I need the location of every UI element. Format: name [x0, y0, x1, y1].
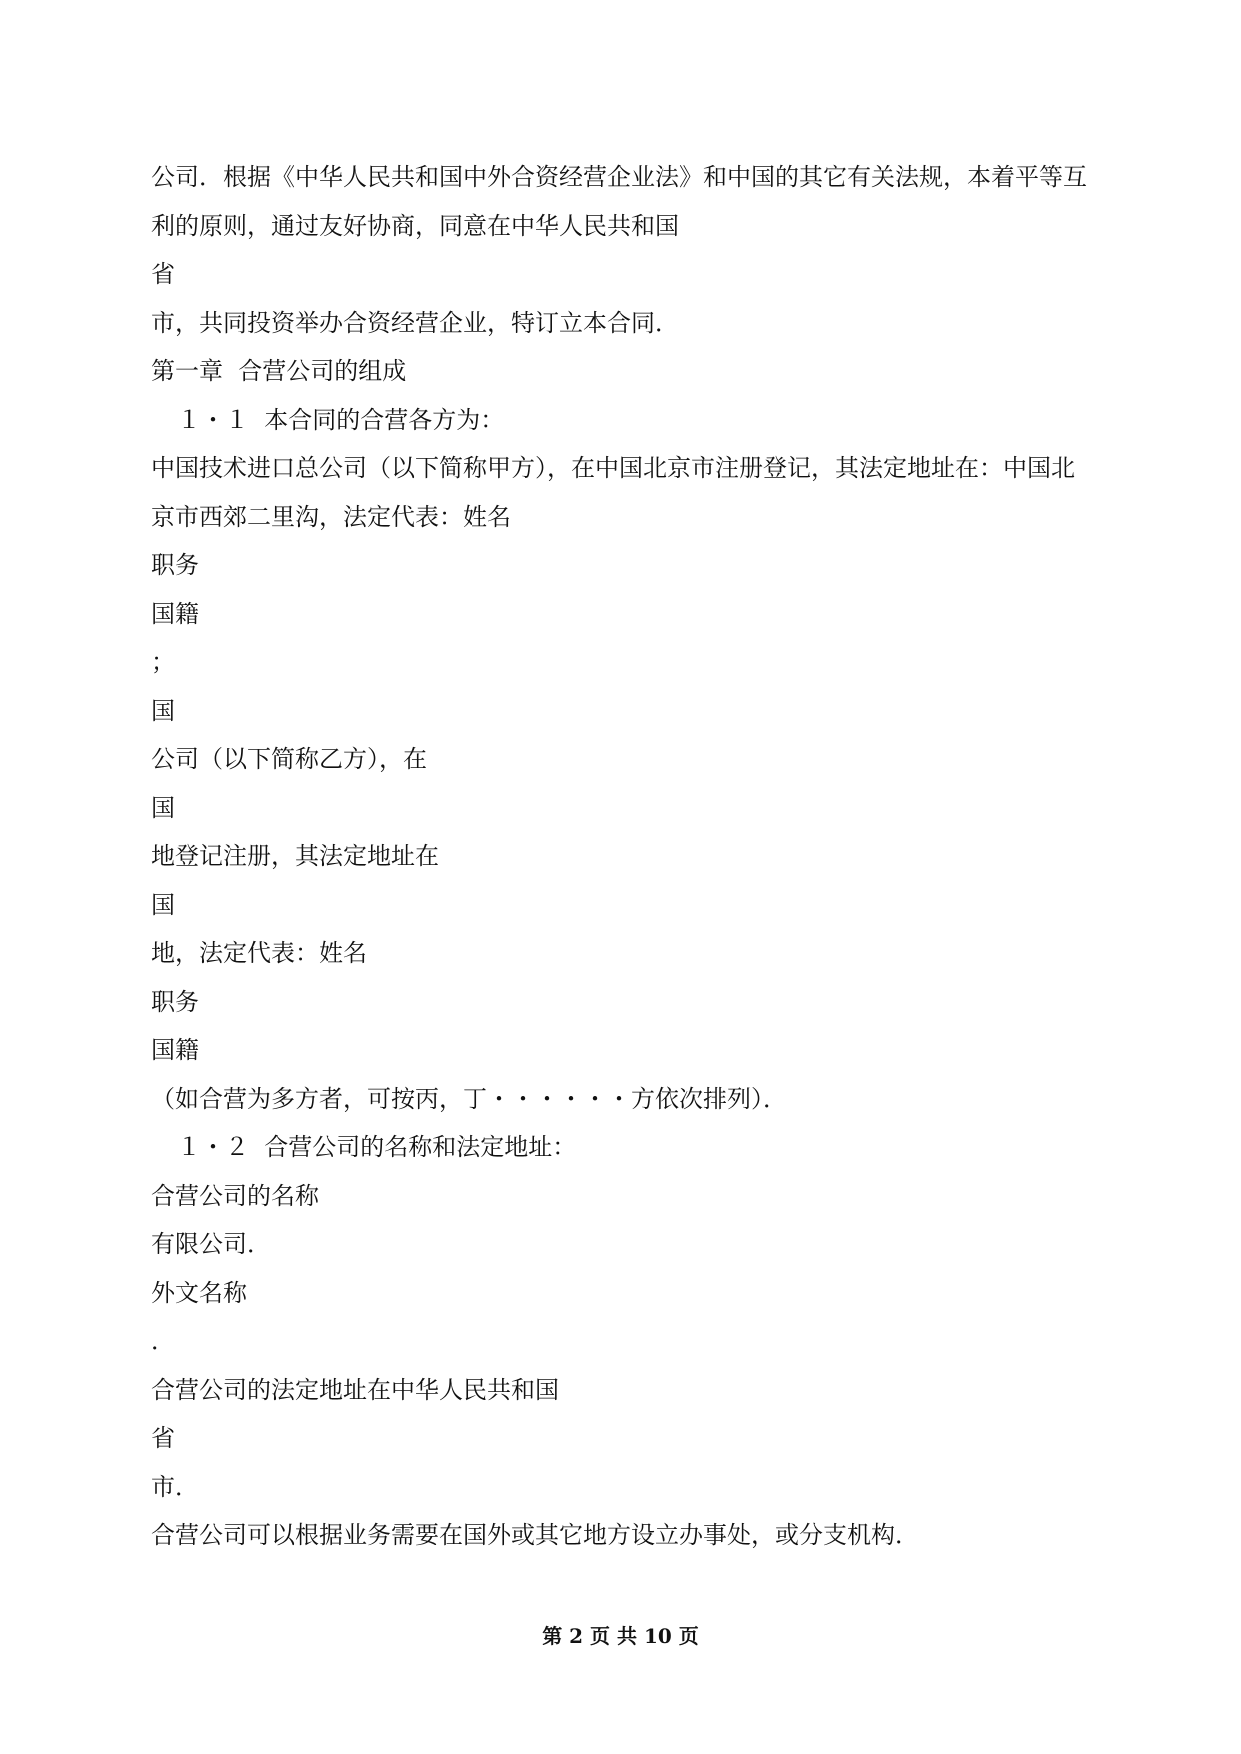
paragraph-party-b: 公司（以下简称乙方），在 [151, 745, 427, 773]
paragraph-position-b: 职务 [151, 987, 199, 1016]
paragraph-foreign-name: 外文名称 [151, 1278, 247, 1307]
paragraph-semicolon: ； [151, 648, 175, 676]
paragraph-branch-offices: 合营公司可以根据业务需要在国外或其它地方设立办事处，或分支机构． [151, 1521, 919, 1549]
page-number-footer: 第 2 页 共 10 页 [542, 1624, 699, 1648]
clause-1-1-heading: １・１ 本合同的合营各方为： [177, 405, 505, 434]
paragraph-nationality-b: 国籍 [151, 1036, 199, 1064]
paragraph-limited-company: 有限公司． [151, 1230, 271, 1258]
paragraph-nationality-a: 国籍 [151, 599, 199, 628]
paragraph-country-blank-2: 国 [151, 793, 175, 822]
paragraph-city-blank: 市． [151, 1472, 199, 1501]
clause-1-2-heading: １・２ 合营公司的名称和法定地址： [177, 1133, 577, 1161]
contract-body [151, 153, 1089, 1560]
paragraph-registration-b: 地登记注册，其法定地址在 [151, 842, 439, 870]
paragraph-party-a: 中国技术进口总公司（以下简称甲方），在中国北京市注册登记，其法定地址在：中国北京市西郊二里沟，法定代表：姓名 [151, 454, 1075, 531]
paragraph-preamble: 公司．根据《中华人民共和国中外合资经营企业法》和中国的其它有关法规，本着平等互利的原则，通过友好协商，同意在中华人民共和国 [151, 163, 1087, 240]
paragraph-city-joint-investment: 市，共同投资举办合资经营企业，特订立本合同． [151, 308, 679, 337]
paragraph-province-blank-2: 省 [151, 1424, 175, 1452]
paragraph-company-name: 合营公司的名称 [151, 1181, 319, 1210]
chapter-heading: 第一章 合营公司的组成 [151, 357, 407, 385]
paragraph-multi-party-note: （如合营为多方者，可按丙，丁・・・・・・方依次排列）． [151, 1084, 787, 1113]
paragraph-country-blank-1: 国 [151, 696, 175, 725]
paragraph-province-blank: 省 [151, 260, 175, 288]
paragraph-representative-b: 地，法定代表：姓名 [151, 939, 367, 967]
paragraph-country-blank-3: 国 [151, 890, 175, 919]
paragraph-legal-address: 合营公司的法定地址在中华人民共和国 [151, 1375, 559, 1404]
paragraph-period: ． [151, 1327, 175, 1355]
paragraph-position-a: 职务 [151, 551, 199, 579]
